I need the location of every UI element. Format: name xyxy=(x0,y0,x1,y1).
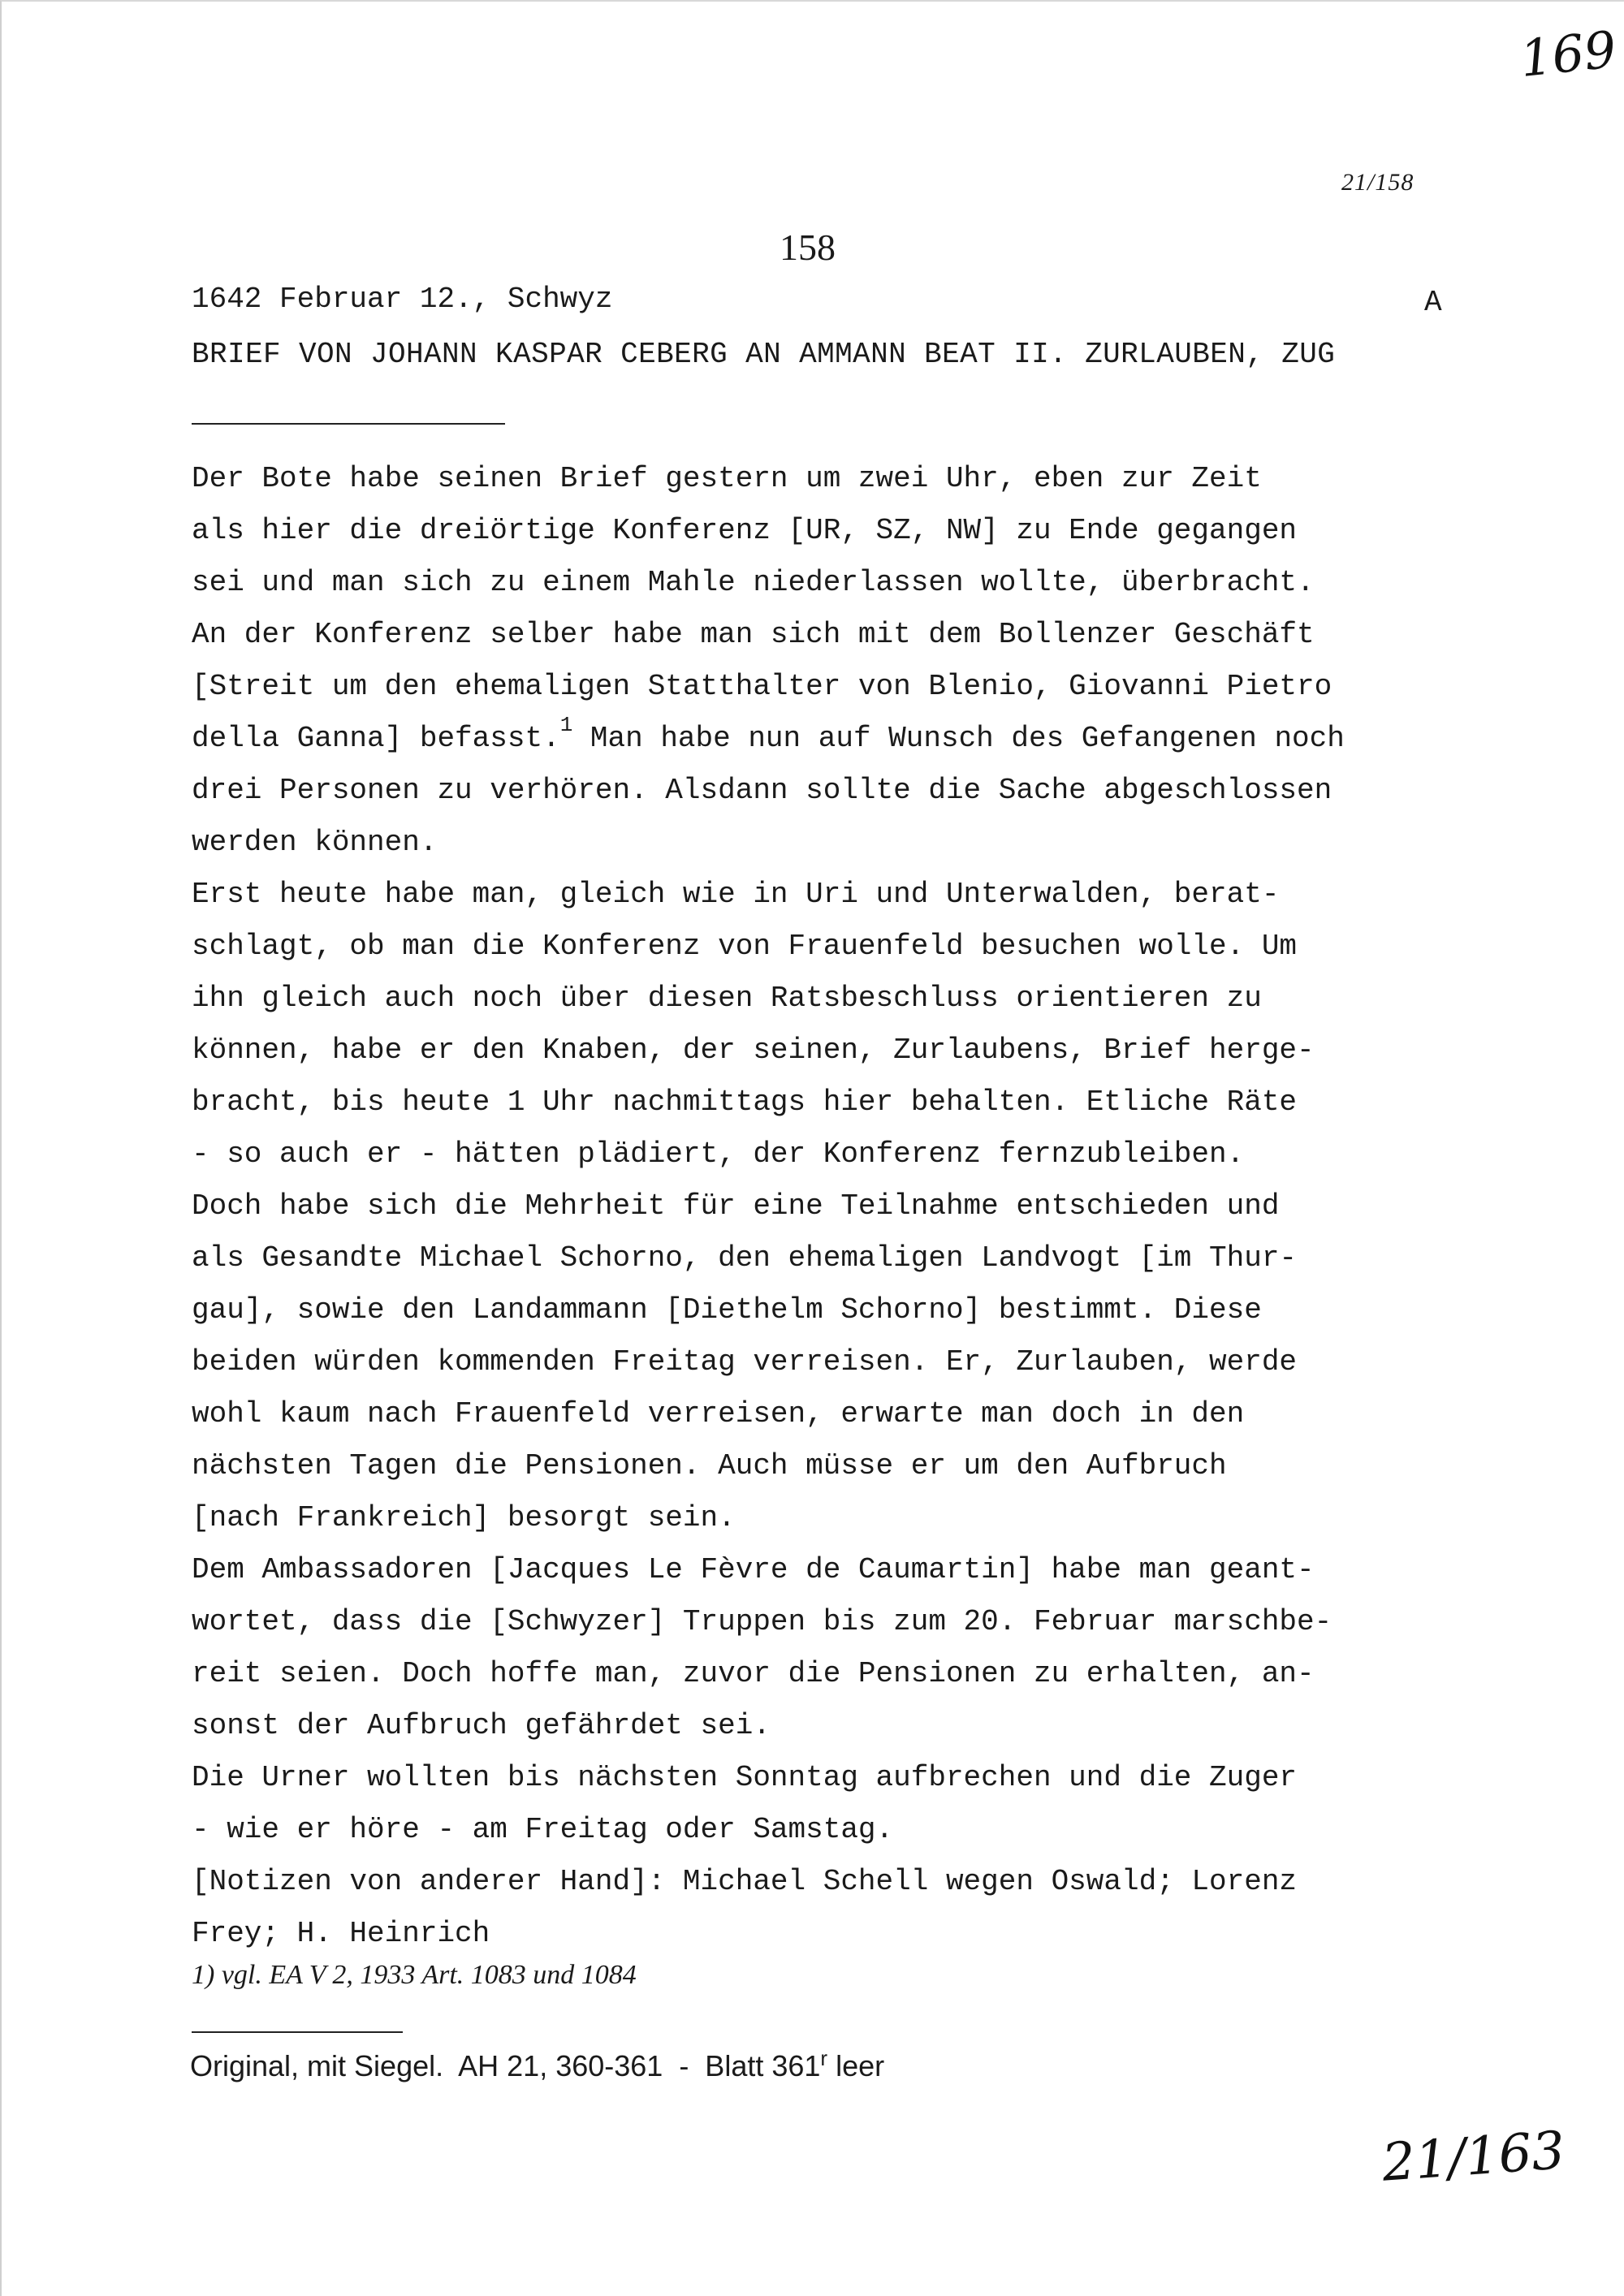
letter-body xyxy=(192,453,1572,1960)
body-line: [Streit um den ehemaligen Statthalter von Blenio, Giovanni Pietro xyxy=(192,670,1332,703)
body-line: [Notizen von anderer Hand]: Michael Schell wegen Oswald; Lorenz xyxy=(192,1865,1298,1898)
body-line: bracht, bis heute 1 Uhr nachmittags hier behalten. Etliche Räte xyxy=(192,1085,1298,1119)
body-line-with-footnote xyxy=(192,713,1572,765)
body-line: - wie er höre - am Freitag oder Samstag. xyxy=(192,1813,894,1846)
body-line-start: della Ganna] befasst. xyxy=(192,722,560,755)
source-superscript: r xyxy=(820,2046,828,2070)
body-line: sonst der Aufbruch gefährdet sei. xyxy=(192,1709,771,1742)
body-line: [nach Frankreich] besorgt sein. xyxy=(192,1501,736,1534)
body-line-end: Man habe nun auf Wunsch des Gefangenen noch xyxy=(572,722,1345,755)
body-line: Dem Ambassadoren [Jacques Le Fèvre de Caumartin] habe man geant- xyxy=(192,1553,1315,1586)
body-line: wortet, dass die [Schwyzer] Truppen bis zum 20. Februar marschbe- xyxy=(192,1605,1332,1638)
body-line: gau], sowie den Landammann [Diethelm Schorno] bestimmt. Diese xyxy=(192,1293,1262,1327)
body-line: Erst heute habe man, gleich wie in Uri und Unterwalden, berat- xyxy=(192,878,1280,911)
body-line: reit seien. Doch hoffe man, zuvor die Pensionen zu erhalten, an- xyxy=(192,1657,1315,1690)
body-line: Frey; H. Heinrich xyxy=(192,1917,490,1950)
body-line: als hier die dreiörtige Konferenz [UR, SZ, NW] zu Ende gegangen xyxy=(192,514,1298,547)
body-line: sei und man sich zu einem Mahle niederlassen wollte, überbracht. xyxy=(192,566,1315,599)
source-tail: leer xyxy=(827,2049,885,2082)
body-line: An der Konferenz selber habe man sich mit dem Bollenzer Geschäft xyxy=(192,618,1315,651)
handwritten-folio-number: 169 xyxy=(1517,19,1619,88)
date-place: 1642 Februar 12., Schwyz xyxy=(192,283,613,316)
body-line: Der Bote habe seinen Brief gestern um zwei Uhr, eben zur Zeit xyxy=(192,462,1262,495)
body-line: drei Personen zu verhören. Alsdann sollte die Sache abgeschlossen xyxy=(192,774,1332,807)
footnote-marker: 1 xyxy=(559,713,573,737)
source-text: Original, mit Siegel. AH 21, 360-361 - Blatt 361 xyxy=(190,2049,821,2082)
body-line: beiden würden kommenden Freitag verreisen. Er, Zurlauben, werde xyxy=(192,1345,1298,1379)
document-number: 158 xyxy=(780,227,836,268)
reference-number: 21/158 xyxy=(1341,169,1415,196)
body-line: als Gesandte Michael Schorno, den ehemaligen Landvogt [im Thur- xyxy=(192,1241,1298,1275)
body-line: werden können. xyxy=(192,826,438,859)
footnote-divider xyxy=(192,2031,403,2033)
title-divider xyxy=(192,423,505,425)
body-line: Doch habe sich die Mehrheit für eine Teilnahme entschieden und xyxy=(192,1189,1280,1223)
body-line: können, habe er den Knaben, der seinen, Zurlaubens, Brief herge- xyxy=(192,1034,1315,1067)
category-letter: A xyxy=(1424,286,1442,319)
body-line: - so auch er - hätten plädiert, der Konferenz fernzubleiben. xyxy=(192,1137,1245,1171)
body-line: wohl kaum nach Frauenfeld verreisen, erwarte man doch in den xyxy=(192,1397,1245,1431)
body-line: schlagt, ob man die Konferenz von Frauenfeld besuchen wolle. Um xyxy=(192,930,1298,963)
body-line: Die Urner wollten bis nächsten Sonntag aufbrechen und die Zuger xyxy=(192,1761,1298,1794)
source-note xyxy=(190,2046,885,2083)
letter-title: BRIEF VON JOHANN KASPAR CEBERG AN AMMANN BEAT II. ZURLAUBEN, ZUG xyxy=(192,338,1336,371)
body-line: nächsten Tagen die Pensionen. Auch müsse er um den Aufbruch xyxy=(192,1449,1227,1482)
handwritten-archive-number: 21/163 xyxy=(1380,2121,1567,2194)
body-line: ihn gleich auch noch über diesen Ratsbeschluss orientieren zu xyxy=(192,982,1262,1015)
footnote: 1) vgl. EA V 2, 1933 Art. 1083 und 1084 xyxy=(192,1960,637,1990)
